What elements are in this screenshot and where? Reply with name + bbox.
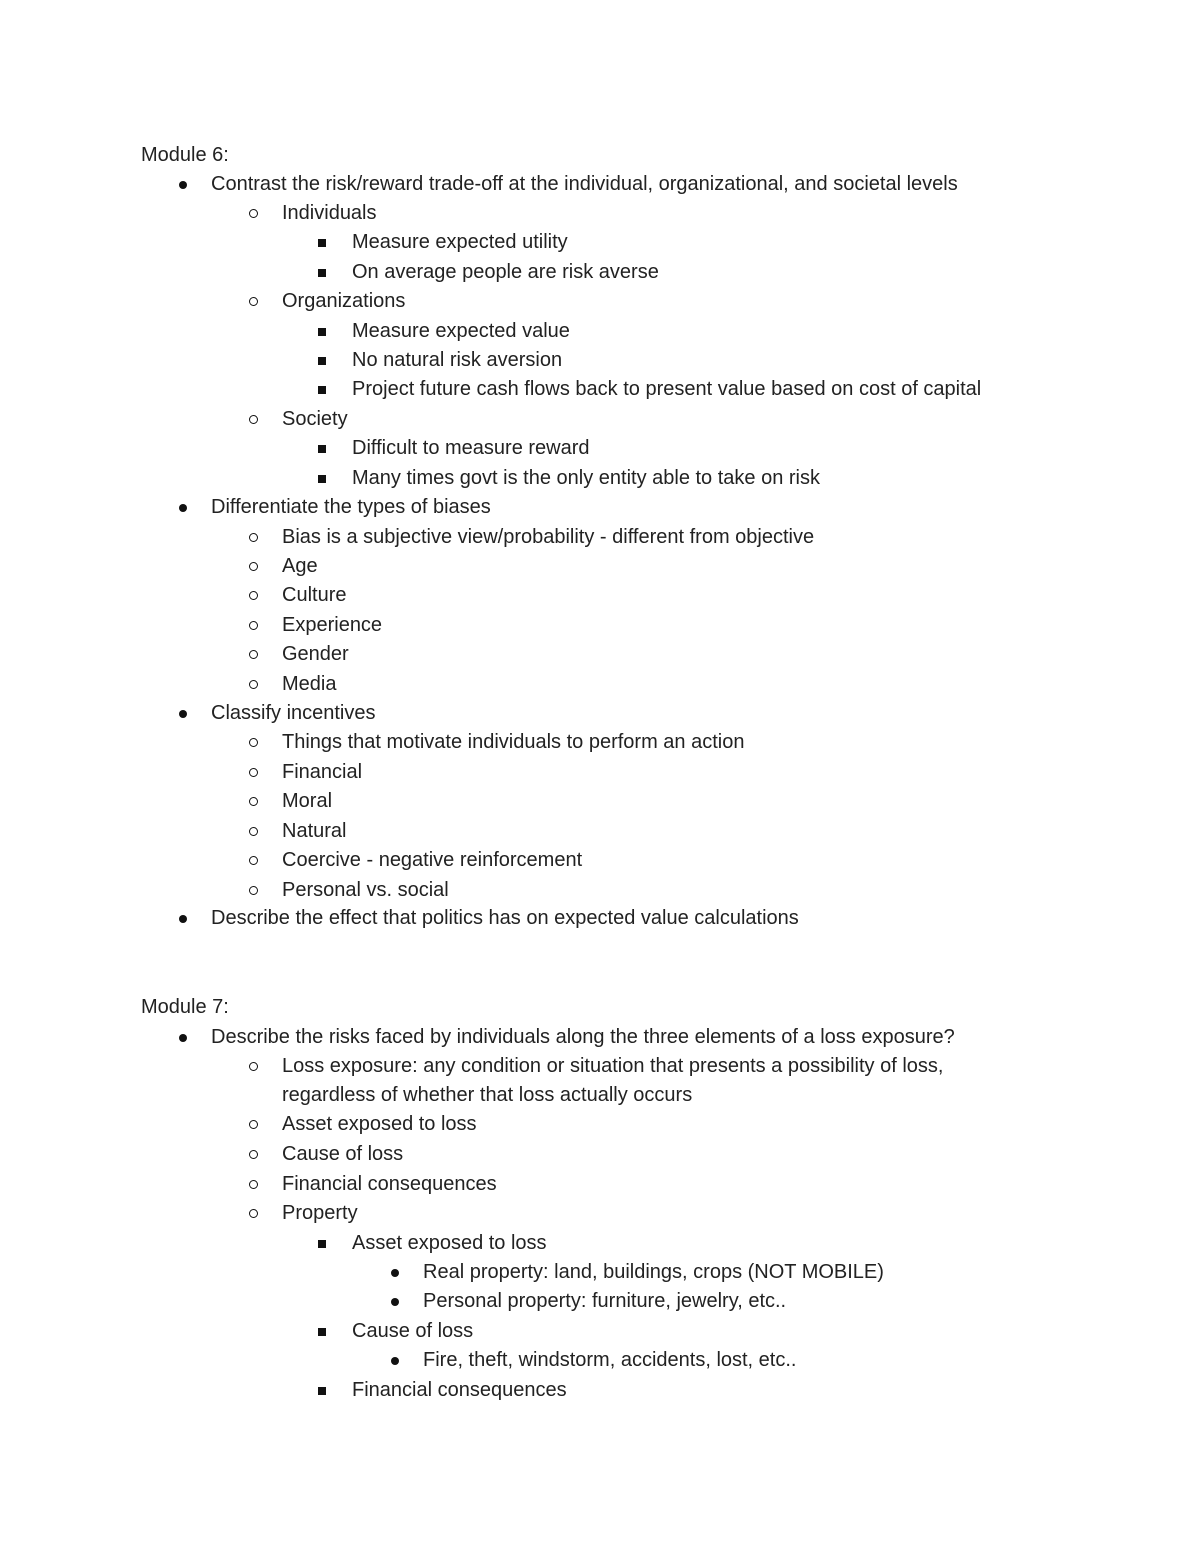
hollow-circle-bullet-icon [249,591,258,600]
list-item-text: Measure expected utility [352,231,568,253]
filled-square-bullet-icon [318,239,326,247]
hollow-circle-bullet-icon [249,797,258,806]
list-item-text: Describe the effect that politics has on expected value calculations [211,907,799,929]
list-item-text: Age [282,555,318,577]
list-item-text: Natural [282,820,347,842]
list-item-text: Media [282,673,337,695]
list-item-text: Cause of loss [352,1320,474,1342]
list-item-text: Financial consequences [352,1379,567,1401]
list-item-text: Experience [282,614,383,636]
filled-circle-bullet-icon [179,710,187,718]
list-item-text: Classify incentives [211,702,376,724]
list-item-text: Culture [282,584,347,606]
filled-square-bullet-icon [318,445,326,453]
list-item-text: Individuals [282,202,377,224]
filled-circle-bullet-icon [179,181,187,189]
hollow-circle-bullet-icon [249,1150,258,1159]
list-item-text: Project future cash flows back to present value based on cost of capital [352,378,982,400]
hollow-circle-bullet-icon [249,209,258,218]
list-item-text: Contrast the risk/reward trade-off at the individual, organizational, and societal levels [211,173,958,195]
list-item-text: Measure expected value [352,320,570,342]
list-item-text: Cause of loss [282,1143,404,1165]
filled-square-bullet-icon [318,357,326,365]
hollow-circle-bullet-icon [249,680,258,689]
hollow-circle-bullet-icon [249,738,258,747]
list-item-text: Financial consequences [282,1173,497,1195]
list-item-text: Difficult to measure reward [352,437,590,459]
hollow-circle-bullet-icon [249,650,258,659]
hollow-circle-bullet-icon [249,533,258,542]
filled-square-bullet-icon [318,1328,326,1336]
list-item-text: Society [282,408,348,430]
filled-circle-bullet-icon [179,504,187,512]
list-item-text: Asset exposed to loss [352,1232,547,1254]
module-7-heading: Module 7: [141,996,229,1018]
filled-square-bullet-icon [318,269,326,277]
filled-circle-bullet-icon [391,1269,399,1277]
list-item-text: Personal vs. social [282,879,449,901]
filled-square-bullet-icon [318,1387,326,1395]
hollow-circle-bullet-icon [249,827,258,836]
filled-square-bullet-icon [318,386,326,394]
list-item-text: Financial [282,761,363,783]
hollow-circle-bullet-icon [249,1180,258,1189]
filled-circle-bullet-icon [391,1357,399,1365]
hollow-circle-bullet-icon [249,856,258,865]
filled-circle-bullet-icon [179,915,187,923]
hollow-circle-bullet-icon [249,562,258,571]
list-item-text: Loss exposure: any condition or situation that presents a possibility of loss, [282,1055,944,1077]
list-item-text: Things that motivate individuals to perform an action [282,731,745,753]
list-item-text: No natural risk aversion [352,349,563,371]
list-item-text: Differentiate the types of biases [211,496,491,518]
list-item-text: On average people are risk averse [352,261,659,283]
hollow-circle-bullet-icon [249,768,258,777]
hollow-circle-bullet-icon [249,1209,258,1218]
list-item-text: Coercive - negative reinforcement [282,849,583,871]
hollow-circle-bullet-icon [249,415,258,424]
list-item-text: Describe the risks faced by individuals along the three elements of a loss exposure? [211,1026,955,1048]
filled-square-bullet-icon [318,328,326,336]
list-item-text: Fire, theft, windstorm, accidents, lost, etc.. [423,1349,797,1371]
list-item-text: Many times govt is the only entity able to take on risk [352,467,820,489]
list-item-text: Personal property: furniture, jewelry, etc.. [423,1290,787,1312]
filled-circle-bullet-icon [391,1298,399,1306]
module-6-heading: Module 6: [141,144,229,166]
hollow-circle-bullet-icon [249,1120,258,1129]
hollow-circle-bullet-icon [249,621,258,630]
list-item-text: Bias is a subjective view/probability - different from objective [282,526,815,548]
list-item-text: Property [282,1202,358,1224]
list-item-text: Moral [282,790,333,812]
list-item-text: Organizations [282,290,406,312]
filled-circle-bullet-icon [179,1034,187,1042]
hollow-circle-bullet-icon [249,886,258,895]
filled-square-bullet-icon [318,475,326,483]
list-item-text: regardless of whether that loss actually occurs [282,1084,693,1106]
list-item-text: Real property: land, buildings, crops (NOT MOBILE) [423,1261,884,1283]
list-item-text: Gender [282,643,349,665]
hollow-circle-bullet-icon [249,1062,258,1071]
filled-square-bullet-icon [318,1240,326,1248]
list-item-text: Asset exposed to loss [282,1113,477,1135]
hollow-circle-bullet-icon [249,297,258,306]
